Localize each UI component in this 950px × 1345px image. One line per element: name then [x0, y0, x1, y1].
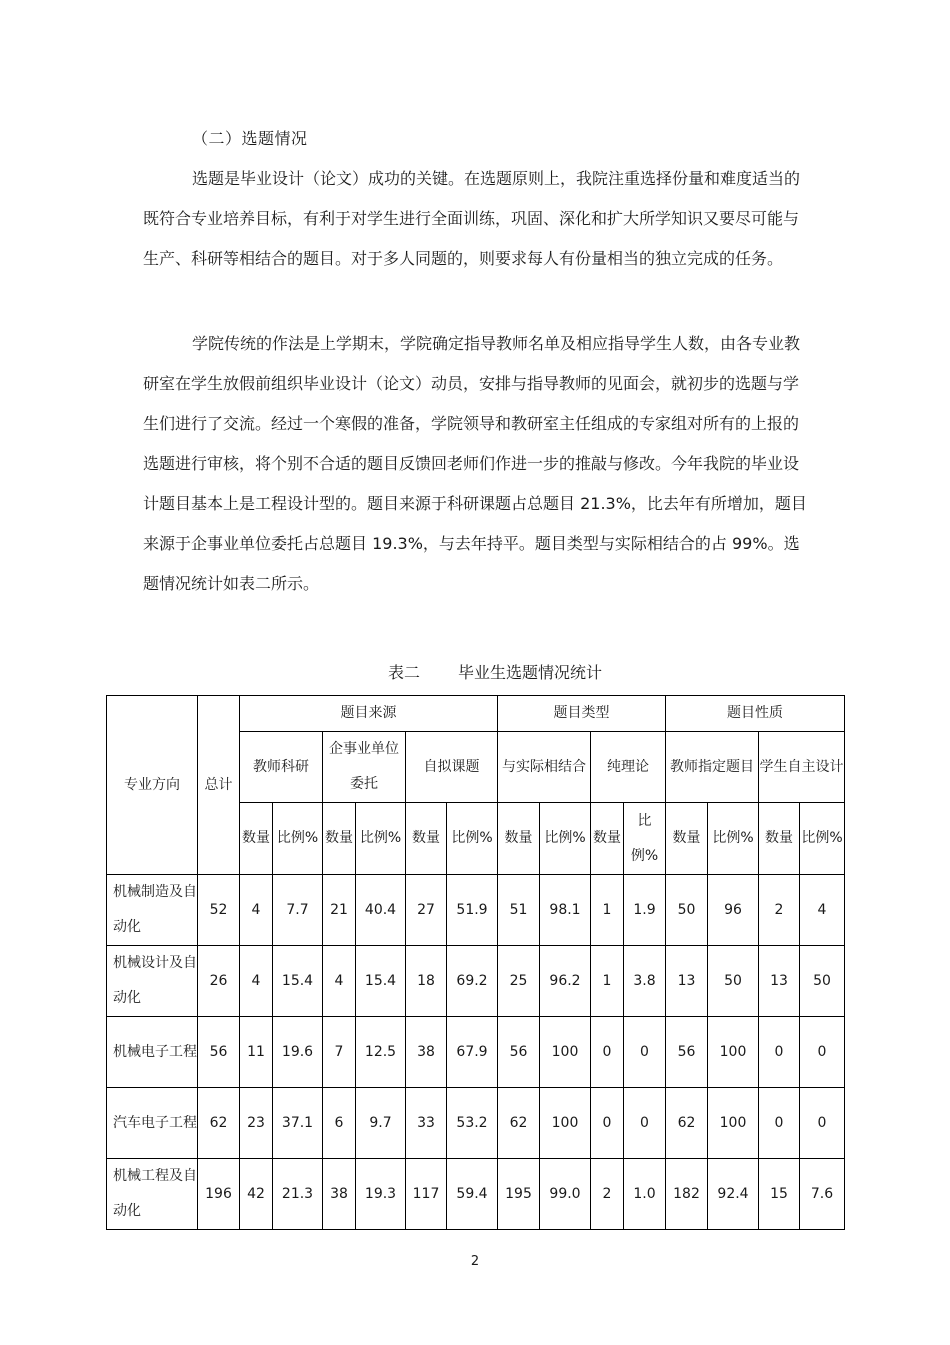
value-cell: 15.4 [273, 946, 323, 1017]
value-cell: 11 [240, 1017, 273, 1088]
table-row [107, 946, 845, 1017]
table-row [107, 875, 845, 946]
total-cell: 52 [198, 875, 240, 946]
subgroup-practical: 与实际相结合 [498, 732, 591, 803]
subgroup-teacher-assigned: 教师指定题目 [666, 732, 759, 803]
value-cell: 15.4 [356, 946, 406, 1017]
value-cell: 1 [591, 875, 624, 946]
section-heading: （二）选题情况 [192, 129, 308, 148]
total-cell: 62 [198, 1088, 240, 1159]
value-cell: 4 [800, 875, 845, 946]
value-cell: 38 [323, 1159, 356, 1230]
value-cell: 23 [240, 1088, 273, 1159]
group-header-type: 题目类型 [498, 696, 666, 732]
row-header: 专业方向 [107, 696, 198, 875]
total-cell: 26 [198, 946, 240, 1017]
table-body [107, 875, 845, 1230]
value-cell: 1.0 [624, 1159, 666, 1230]
subgroup-teacher-research: 教师科研 [240, 732, 323, 803]
value-cell: 69.2 [447, 946, 498, 1017]
value-cell: 6 [323, 1088, 356, 1159]
count-label: 数量 [240, 803, 273, 875]
value-cell: 7.6 [800, 1159, 845, 1230]
value-cell: 7 [323, 1017, 356, 1088]
value-cell: 27 [406, 875, 447, 946]
value-cell: 50 [708, 946, 759, 1017]
value-cell: 12.5 [356, 1017, 406, 1088]
value-cell: 0 [591, 1088, 624, 1159]
value-cell: 59.4 [447, 1159, 498, 1230]
value-cell: 51 [498, 875, 540, 946]
value-cell: 117 [406, 1159, 447, 1230]
value-cell: 99.0 [540, 1159, 591, 1230]
page-number: 2 [470, 1254, 480, 1269]
value-cell: 0 [800, 1017, 845, 1088]
value-cell: 13 [666, 946, 708, 1017]
value-cell: 0 [800, 1088, 845, 1159]
count-label: 数量 [498, 803, 540, 875]
ratio-label: 比例% [447, 803, 498, 875]
ratio-label: 比例% [624, 803, 666, 875]
value-cell: 0 [591, 1017, 624, 1088]
value-cell: 42 [240, 1159, 273, 1230]
value-cell: 37.1 [273, 1088, 323, 1159]
value-cell: 62 [498, 1088, 540, 1159]
ratio-label: 比例% [540, 803, 591, 875]
value-cell: 7.7 [273, 875, 323, 946]
value-cell: 38 [406, 1017, 447, 1088]
count-label: 数量 [406, 803, 447, 875]
value-cell: 0 [759, 1088, 800, 1159]
value-cell: 96 [708, 875, 759, 946]
value-cell: 9.7 [356, 1088, 406, 1159]
value-cell: 2 [591, 1159, 624, 1230]
value-cell: 15 [759, 1159, 800, 1230]
count-label: 数量 [591, 803, 624, 875]
value-cell: 40.4 [356, 875, 406, 946]
value-cell: 1.9 [624, 875, 666, 946]
value-cell: 96.2 [540, 946, 591, 1017]
ratio-label: 比例% [800, 803, 845, 875]
value-cell: 33 [406, 1088, 447, 1159]
value-cell: 56 [666, 1017, 708, 1088]
ratio-label: 比例% [708, 803, 759, 875]
ratio-label: 比例% [356, 803, 406, 875]
total-cell: 196 [198, 1159, 240, 1230]
value-cell: 19.3 [356, 1159, 406, 1230]
topic-selection-table [106, 695, 845, 1230]
subgroup-theoretical: 纯理论 [591, 732, 666, 803]
row-name: 机械工程及自动化 [107, 1159, 198, 1230]
value-cell: 4 [240, 946, 273, 1017]
subgroup-self-proposed: 自拟课题 [406, 732, 498, 803]
table-caption [0, 660, 950, 683]
group-header-nature: 题目性质 [666, 696, 845, 732]
row-name: 汽车电子工程 [107, 1088, 198, 1159]
row-name: 机械制造及自动化 [107, 875, 198, 946]
row-name: 机械电子工程 [107, 1017, 198, 1088]
value-cell: 13 [759, 946, 800, 1017]
count-label: 数量 [323, 803, 356, 875]
total-header: 总计 [198, 696, 240, 875]
value-cell: 53.2 [447, 1088, 498, 1159]
value-cell: 98.1 [540, 875, 591, 946]
table-caption-label: 表二 [387, 663, 420, 682]
value-cell: 182 [666, 1159, 708, 1230]
value-cell: 21.3 [273, 1159, 323, 1230]
table-row [107, 1159, 845, 1230]
value-cell: 50 [666, 875, 708, 946]
count-label: 数量 [666, 803, 708, 875]
value-cell: 2 [759, 875, 800, 946]
value-cell: 67.9 [447, 1017, 498, 1088]
count-label: 数量 [759, 803, 800, 875]
value-cell: 4 [323, 946, 356, 1017]
total-cell: 56 [198, 1017, 240, 1088]
subgroup-student-designed: 学生自主设计 [759, 732, 845, 803]
value-cell: 18 [406, 946, 447, 1017]
value-cell: 0 [759, 1017, 800, 1088]
value-cell: 100 [708, 1088, 759, 1159]
value-cell: 92.4 [708, 1159, 759, 1230]
table-row [107, 1017, 845, 1088]
value-cell: 25 [498, 946, 540, 1017]
value-cell: 50 [800, 946, 845, 1017]
paragraph-topic-selection: 选题是毕业设计（论文）成功的关键。在选题原则上，我院注重选择份量和难度适当的既符合专业培养目标，有利于对学生进行全面训练，巩固、深化和扩大所学知识又要尽可能与生产、科研等相结合的题目。对于多人同题的，则要求每人有份量相当的独立完成的任务。 [143, 169, 801, 268]
value-cell: 195 [498, 1159, 540, 1230]
group-header-source: 题目来源 [240, 696, 498, 732]
row-name: 机械设计及自动化 [107, 946, 198, 1017]
value-cell: 51.9 [447, 875, 498, 946]
ratio-label: 比例% [273, 803, 323, 875]
value-cell: 21 [323, 875, 356, 946]
value-cell: 1 [591, 946, 624, 1017]
value-cell: 19.6 [273, 1017, 323, 1088]
table-row [107, 1088, 845, 1159]
value-cell: 100 [540, 1017, 591, 1088]
value-cell: 0 [624, 1088, 666, 1159]
subgroup-enterprise: 企事业单位委托 [323, 732, 406, 803]
paragraph-process: 学院传统的作法是上学期末，学院确定指导教师名单及相应指导学生人数，由各专业教研室在学生放假前组织毕业设计（论文）动员，安排与指导教师的见面会，就初步的选题与学生们进行了交流。经过一个寒假的准备，学院领导和教研室主任组成的专家组对所有的上报的选题进行审核，将个别不合适的题目反馈回老师们作进一步的推敲与修改。今年我院的毕业设计题目基本上是工程设计型的。题目来源于科研课题占总题目 21.3%，比去年有所增加，题目来源于企事业单位委托占总题目 19.3%，与去年持平。题目类型与实际相结合的占 99%。选题情况统计如表二所示。 [143, 334, 807, 593]
value-cell: 100 [540, 1088, 591, 1159]
value-cell: 62 [666, 1088, 708, 1159]
value-cell: 0 [624, 1017, 666, 1088]
value-cell: 100 [708, 1017, 759, 1088]
value-cell: 3.8 [624, 946, 666, 1017]
value-cell: 4 [240, 875, 273, 946]
table-caption-title: 毕业生选题情况统计 [458, 663, 603, 682]
value-cell: 56 [498, 1017, 540, 1088]
